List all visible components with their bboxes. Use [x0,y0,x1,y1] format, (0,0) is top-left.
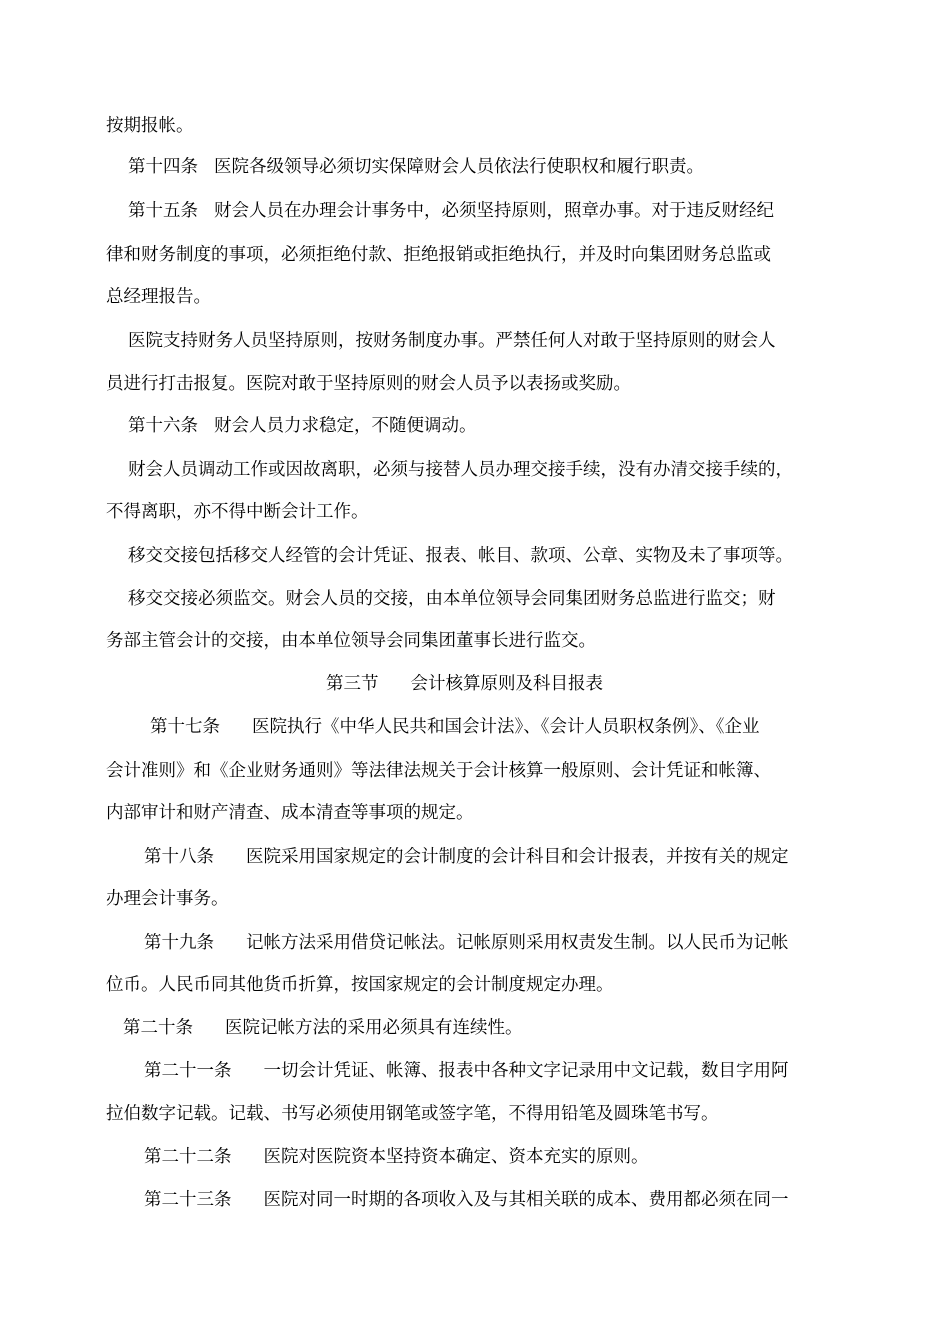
article-20 [106,1016,850,1040]
paragraph-text: 移交交接必须监交。财会人员的交接，由本单位领导会同集团财务总监进行监交；财 [128,589,776,609]
article-text: 医院记帐方法的采用必须具有连续性。 [225,1018,523,1038]
section-number: 第三节 [326,674,379,694]
article-heading: 第二十三条 [144,1190,232,1210]
article-18 [106,845,850,869]
paragraph-line [106,973,850,997]
article-text: 总经理报告。 [106,287,211,307]
article-14 [106,155,850,179]
article-heading: 第二十条 [123,1018,193,1038]
article-16 [106,414,850,438]
paragraph-line [106,759,850,783]
article-heading: 第十五条 [128,201,198,221]
article-19 [106,931,850,955]
article-22 [106,1145,850,1169]
article-text: 位币。人民币同其他货币折算，按国家规定的会计制度规定办理。 [106,975,614,995]
paragraph-line [106,1102,850,1126]
paragraph-text: 员进行打击报复。医院对敢于坚持原则的财会人员予以表扬或奖励。 [106,374,631,394]
article-23 [106,1188,850,1212]
article-text: 医院对医院资本坚持资本确定、资本充实的原则。 [263,1147,649,1167]
article-text: 财会人员在办理会计事务中，必须坚持原则，照章办事。对于违反财经纪 [214,201,774,221]
article-heading: 第十八条 [144,847,214,867]
article-text: 记帐方法采用借贷记帐法。记帐原则采用权责发生制。以人民币为记帐 [246,933,789,953]
paragraph-support [106,329,850,353]
paragraph-line [106,500,850,524]
article-text: 财会人员力求稳定，不随便调动。 [214,416,477,436]
paragraph-line [106,372,850,396]
article-text: 拉伯数字记载。记载、书写必须使用钢笔或签字笔，不得用铅笔及圆珠笔书写。 [106,1104,719,1124]
article-heading: 第二十二条 [144,1147,232,1167]
paragraph-handover [106,544,850,568]
paragraph-text: 财会人员调动工作或因故离职，必须与接替人员办理交接手续，没有办清交接手续的， [128,460,793,480]
article-heading: 第十六条 [128,416,198,436]
article-text: 医院各级领导必须切实保障财会人员依法行使职权和履行职责。 [214,157,704,177]
paragraph-line [106,243,850,267]
article-text: 内部审计和财产清查、成本清查等事项的规定。 [106,803,474,823]
article-text: 会计准则》和《企业财务通则》等法律法规关于会计核算一般原则、会计凭证和帐簿、 [106,761,771,781]
section-title: 会计核算原则及科目报表 [410,674,603,694]
paragraph-line [106,285,850,309]
article-heading: 第十七条 [150,717,220,737]
article-heading: 第十九条 [144,933,214,953]
article-text: 医院执行《中华人民共和国会计法》、《会计人员职权条例》、《企业 [252,717,760,737]
paragraph-line [106,887,850,911]
paragraph-line [106,801,850,825]
paragraph-text: 医院支持财务人员坚持原则，按财务制度办事。严禁任何人对敢于坚持原则的财会人 [128,331,776,351]
article-heading: 第二十一条 [144,1061,232,1081]
article-text: 律和财务制度的事项，必须拒绝付款、拒绝报销或拒绝执行，并及时向集团财务总监或 [106,245,771,265]
section-heading [326,672,850,696]
article-17 [106,715,850,739]
article-text: 医院采用国家规定的会计制度的会计科目和会计报表，并按有关的规定 [246,847,789,867]
article-21 [106,1059,850,1083]
paragraph-text: 务部主管会计的交接，由本单位领导会同集团董事长进行监交。 [106,631,596,651]
paragraph-line [106,629,850,653]
article-heading: 第十四条 [128,157,198,177]
article-15 [106,199,850,223]
paragraph-supervise [106,587,850,611]
article-text: 办理会计事务。 [106,889,229,909]
paragraph-line [106,114,850,138]
paragraph-text: 不得离职，亦不得中断会计工作。 [106,502,369,522]
paragraph-text: 移交交接包括移交人经管的会计凭证、报表、帐目、款项、公章、实物及未了事项等。 [128,546,793,566]
article-text: 一切会计凭证、帐簿、报表中各种文字记录用中文记载，数目字用阿 [263,1061,789,1081]
continuation-text: 按期报帐。 [106,116,194,136]
paragraph-transfer [106,458,850,482]
article-text: 医院对同一时期的各项收入及与其相关联的成本、费用都必须在同一 [263,1190,789,1210]
